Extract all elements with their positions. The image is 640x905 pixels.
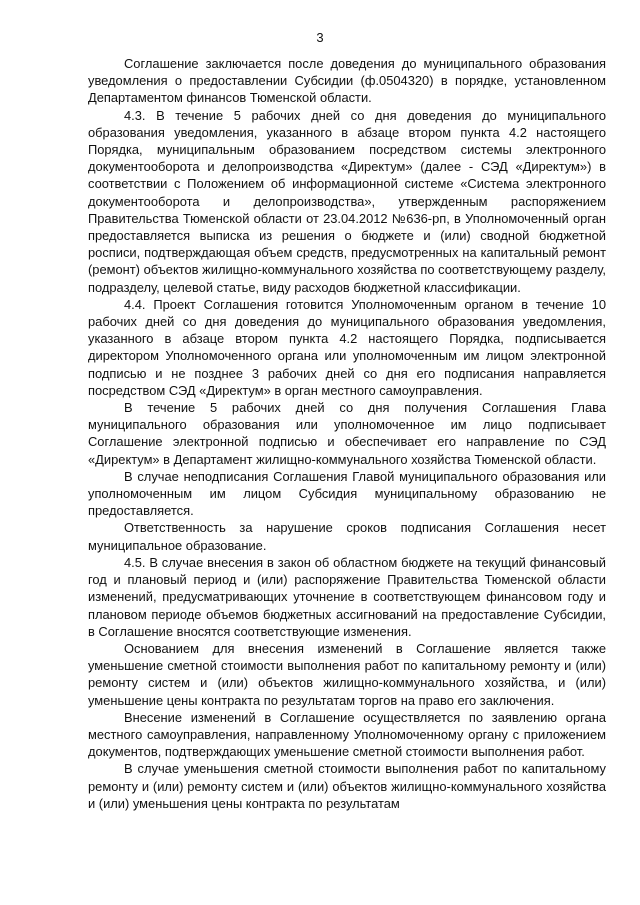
paragraph-4-3: 4.3. В течение 5 рабочих дней со дня доведения до муниципального образования уведомления, указанного в абзаце втором пункта 4.2 настоящего Порядка, муниципальным образованием посредством системы электронного документооборота и делопроизводства «Директум» (далее - СЭД «Директум») в соответствии с Положением об информационной системе «Система электронного документооборота и делопроизводства», утвержденным распоряжением Правительства Тюменской области от 23.04.2012 №636-рп, в Уполномоченный орган предоставляется выписка из решения о бюджете и (или) сводной бюджетной росписи, подтверждающая объем средств, предусмотренных на капитальный ремонт (ремонт) объектов жилищно-коммунального хозяйства по соответствующему разделу, подразделу, целевой статье, виду расходов бюджетной классификации. — [88, 107, 606, 295]
paragraph-changes-procedure: Внесение изменений в Соглашение осуществляется по заявлению органа местного самоуправления, направленному Уполномоченному органу с приложением документов, подтверждающих уменьшение сметной стоимости выполнения работ. — [88, 709, 606, 760]
paragraph-cost-reduction: В случае уменьшения сметной стоимости выполнения работ по капитальному ремонту и (или) ремонту систем и (или) объектов жилищно-коммунального хозяйства и (или) уменьшения цены контракта по результатам — [88, 761, 606, 811]
paragraph-responsibility: Ответственность за нарушение сроков подписания Соглашения несет муниципальное образование. — [88, 520, 606, 553]
paragraph-agreement-conclusion: Соглашение заключается после доведения до муниципального образования уведомления о предоставлении Субсидии (ф.0504320) в порядке, установленном Департаментом финансов Тюменской области. — [88, 56, 606, 106]
document-body — [88, 55, 606, 812]
paragraph-grounds-for-changes: Основанием для внесения изменений в Соглашение является также уменьшение сметной стоимости выполнения работ по капитальному ремонту и (или) ремонту систем и (или) объектов жилищно-коммунального хозяйства, и (или) уменьшение цены контракта по результатам торгов на право его заключения. — [88, 640, 606, 708]
paragraph-4-4: 4.4. Проект Соглашения готовится Уполномоченным органом в течение 10 рабочих дней со дня доведения до муниципального образования уведомления, указанного в абзаце втором пункта 4.2 настоящего Порядка, подписывается директором Уполномоченного органа или уполномоченным им лицом электронной подписью и не позднее 3 рабочих дней со дня его подписания направляется посредством СЭД «Директум» в орган местного самоуправления. — [88, 296, 606, 398]
page-number: 3 — [316, 30, 324, 45]
paragraph-non-signing: В случае неподписания Соглашения Главой муниципального образования или уполномоченным им лицом Субсидия муниципальному образованию не предоставляется. — [88, 468, 606, 519]
paragraph-signing-by-head: В течение 5 рабочих дней со дня получения Соглашения Глава муниципального образования или уполномоченное им лицо подписывает Соглашение электронной подписью и обеспечивает его направление по СЭД «Директум» в Департамент жилищно-коммунального хозяйства Тюменской области. — [88, 400, 606, 467]
paragraph-4-5: 4.5. В случае внесения в закон об областном бюджете на текущий финансовый год и плановый период и (или) распоряжение Правительства Тюменской области изменений, предусматривающих уточнение в соответствующем финансовом году и плановом периоде объемов бюджетных ассигнований на предоставление Субсидии, в Соглашение вносятся соответствующие изменения. — [88, 554, 606, 639]
